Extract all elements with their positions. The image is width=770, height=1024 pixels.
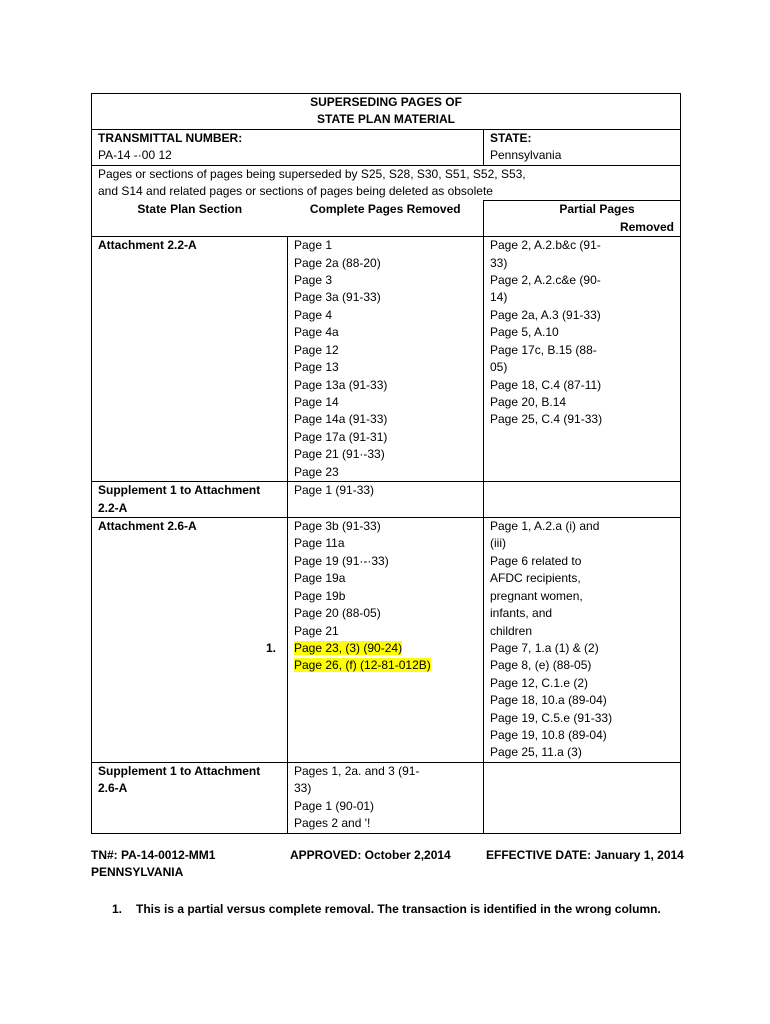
table-row bbox=[92, 237, 681, 482]
partial-item: Page 19, 10.8 (89-04) bbox=[490, 727, 607, 742]
transmittal-number-footer: TN#: PA-14-0012-MM1 bbox=[91, 848, 216, 862]
complete-item: Page 13 bbox=[294, 360, 339, 375]
section-cell bbox=[92, 518, 288, 763]
footer-state: PENNSYLVANIA bbox=[91, 865, 184, 879]
section-line: Attachment 2.6-A bbox=[98, 519, 197, 534]
section-line: Supplement 1 to Attachment bbox=[98, 483, 261, 498]
partial-cell bbox=[484, 237, 681, 482]
complete-item: Page 4 bbox=[294, 307, 333, 322]
section-line: 2.2-A bbox=[98, 500, 128, 515]
complete-item: Page 1 bbox=[294, 238, 333, 253]
section-line: Supplement 1 to Attachment bbox=[98, 764, 261, 779]
description-cell bbox=[92, 165, 681, 201]
complete-item: Page 20 (88-05) bbox=[294, 606, 381, 621]
partial-item: Page 5, A.10 bbox=[490, 325, 559, 340]
partial-item: Page 25, C.4 (91-33) bbox=[490, 412, 603, 427]
approved-date: APPROVED: October 2,2014 bbox=[290, 848, 451, 862]
complete-cell bbox=[266, 518, 484, 763]
section-cell bbox=[92, 763, 288, 834]
column-header-complete bbox=[288, 201, 484, 237]
column-header-partial bbox=[484, 201, 681, 237]
complete-item: Page 3a (91-33) bbox=[294, 290, 381, 305]
column-header-complete-label: Complete Pages Removed bbox=[309, 201, 461, 216]
description-line-2: and S14 and related pages or sections of pages being deleted as obsolete bbox=[98, 184, 493, 199]
partial-item: 14) bbox=[490, 290, 508, 305]
effective-date: EFFECTIVE DATE: January 1, 2014 bbox=[486, 848, 684, 862]
complete-cell bbox=[288, 482, 484, 518]
section-line: 2.6-A bbox=[98, 781, 128, 796]
state-value: Pennsylvania bbox=[490, 148, 562, 163]
partial-item: Page 20, B.14 bbox=[490, 394, 567, 409]
transmittal-label: TRANSMITTAL NUMBER: bbox=[98, 130, 243, 145]
title-row bbox=[92, 94, 681, 130]
section-cell bbox=[92, 482, 288, 518]
partial-item: Page 25, 11.a (3) bbox=[490, 745, 582, 760]
complete-item: Page 19b bbox=[294, 588, 346, 603]
highlighted-item bbox=[266, 640, 477, 657]
footnote-marker: 1. bbox=[266, 640, 277, 655]
footnote-number: 1. bbox=[112, 902, 123, 916]
complete-item: Page 1 (91-33) bbox=[294, 483, 375, 498]
complete-item: Page 21 (91·-33) bbox=[294, 447, 385, 462]
column-header-partial-line-1: Partial Pages bbox=[559, 202, 635, 217]
complete-item: 33) bbox=[294, 781, 312, 796]
partial-item: Page 17c, B.15 (88- bbox=[490, 342, 597, 357]
state-cell bbox=[484, 129, 681, 165]
partial-item: (iii) bbox=[490, 536, 506, 551]
partial-item: 33) bbox=[490, 255, 508, 270]
state-label: STATE: bbox=[490, 130, 532, 145]
partial-cell bbox=[484, 763, 681, 834]
partial-item: Page 2a, A.3 (91-33) bbox=[490, 307, 601, 322]
complete-item: Page 21 bbox=[294, 623, 339, 638]
footnote-text: This is a partial versus complete removal. The transaction is identified in the wrong column. bbox=[136, 902, 661, 916]
complete-item: Page 17a (91-31) bbox=[294, 429, 388, 444]
partial-item: Page 7, 1.a (1) & (2) bbox=[490, 640, 599, 655]
complete-cell bbox=[288, 763, 484, 834]
partial-item: Page 6 related to bbox=[490, 553, 582, 568]
section-line: Attachment 2.2-A bbox=[98, 238, 197, 253]
highlighted-text: Page 26, (f) (12-81-012B) bbox=[294, 658, 431, 673]
complete-item: Page 4a bbox=[294, 325, 339, 340]
transmittal-row bbox=[92, 129, 681, 165]
highlighted-item bbox=[294, 657, 477, 674]
partial-item: Page 2, A.2.b&c (91- bbox=[490, 238, 601, 253]
complete-item: Page 11a bbox=[294, 536, 345, 551]
partial-item: Page 8, (e) (88-05) bbox=[490, 658, 592, 673]
complete-item: Pages 1, 2a. and 3 (91- bbox=[294, 764, 420, 779]
complete-item: Page 2a (88-20) bbox=[294, 255, 381, 270]
partial-item: AFDC recipients, bbox=[490, 571, 581, 586]
partial-item: Page 18, 10.a (89-04) bbox=[490, 693, 607, 708]
complete-item: Page 23 bbox=[294, 464, 339, 479]
partial-item: Page 18, C.4 (87-11) bbox=[490, 377, 602, 392]
complete-item: Page 19 (91·-·33) bbox=[294, 553, 389, 568]
column-header-partial-line-2: Removed bbox=[619, 219, 674, 234]
complete-item: Page 14 bbox=[294, 394, 339, 409]
transmittal-value: PA-14 -·00 12 bbox=[98, 148, 172, 163]
partial-item: Page 2, A.2.c&e (90- bbox=[490, 273, 601, 288]
title-line-2: STATE PLAN MATERIAL bbox=[317, 112, 455, 127]
partial-item: Page 19, C.5.e (91-33) bbox=[490, 710, 613, 725]
transmittal-cell bbox=[92, 129, 484, 165]
partial-item: infants, and bbox=[490, 606, 553, 621]
column-header-section bbox=[92, 201, 288, 237]
partial-item: children bbox=[490, 623, 533, 638]
description-row bbox=[92, 165, 681, 201]
complete-item: Page 13a (91-33) bbox=[294, 377, 388, 392]
title-line-1: SUPERSEDING PAGES OF bbox=[310, 95, 462, 109]
complete-item: Page 3 bbox=[294, 273, 333, 288]
complete-cell bbox=[288, 237, 484, 482]
highlighted-text: Page 23, (3) (90-24) bbox=[294, 640, 403, 655]
column-header-section-label: State Plan Section bbox=[137, 201, 243, 216]
complete-item: Page 3b (91-33) bbox=[294, 519, 381, 534]
complete-item: Page 1 (90-01) bbox=[294, 798, 375, 813]
complete-item: Page 12 bbox=[294, 342, 339, 357]
section-cell bbox=[92, 237, 288, 482]
partial-item: Page 12, C.1.e (2) bbox=[490, 675, 589, 690]
superseding-pages-table bbox=[91, 93, 681, 834]
table-title bbox=[92, 94, 681, 130]
table-row bbox=[92, 763, 681, 834]
complete-item: Page 14a (91-33) bbox=[294, 412, 388, 427]
partial-item: Page 1, A.2.a (i) and bbox=[490, 519, 600, 534]
partial-item: pregnant women, bbox=[490, 588, 583, 603]
partial-item: 05) bbox=[490, 360, 508, 375]
complete-item: Page 19a bbox=[294, 571, 346, 586]
partial-cell bbox=[484, 482, 681, 518]
column-header-row bbox=[92, 201, 681, 237]
table-row bbox=[92, 482, 681, 518]
table-row bbox=[92, 518, 681, 763]
description-line-1: Pages or sections of pages being superseded by S25, S28, S30, S51, S52, S53, bbox=[98, 166, 526, 181]
complete-item: Pages 2 and '! bbox=[294, 816, 371, 831]
partial-cell bbox=[484, 518, 681, 763]
